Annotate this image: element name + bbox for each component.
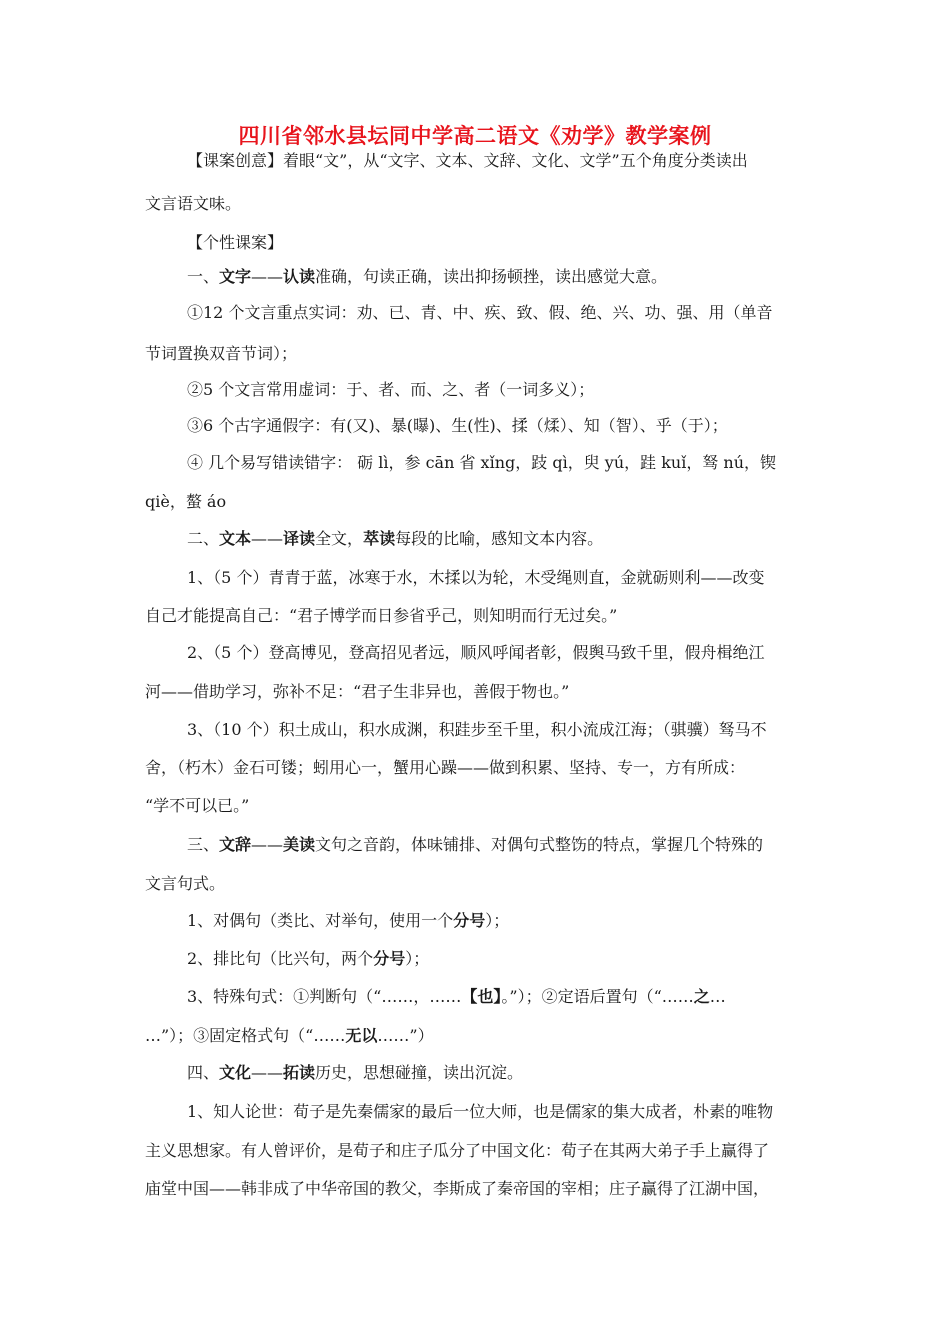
s3-para-1-end: ）； <box>485 911 510 930</box>
s3-para-1-keyword: 分号 <box>453 911 486 930</box>
s2-para-2-line-2: 河——借助学习，弥补不足：“君子生非异也，善假于物也。” <box>145 682 570 701</box>
creative-line-2: 文言语文味。 <box>145 194 242 213</box>
s4-para-1-line-1: 1、知人论世：荀子是先秦儒家的最后一位大师，也是儒家的集大成者，朴素的唯物 <box>187 1102 774 1121</box>
section-3-heading <box>187 834 763 856</box>
s3-para-3-keyword-3: 无以 <box>345 1026 378 1045</box>
s2-para-2-line-1: 2、（5 个）登高博见，登高招见者远，顺风呼闻者彰，假舆马致千里，假舟楫绝江 <box>187 643 765 662</box>
section-2-heading <box>187 528 603 550</box>
s3-para-2-keyword: 分号 <box>373 949 406 968</box>
s2-para-3-line-3: “学不可以已。” <box>145 796 250 815</box>
s3-para-3-text-2: 。”）；②定语后置句（“…… <box>501 987 694 1006</box>
section-3-text-line-2: 文言句式。 <box>145 874 226 893</box>
section-2-mid: 全文， <box>315 529 364 548</box>
s3-para-1-text: 1、对偶句（类比、对举句，使用一个 <box>187 911 454 930</box>
section-3-dash: —— <box>251 835 284 854</box>
s3-para-3-line-1 <box>187 986 726 1008</box>
s2-para-1-line-1: 1、（5 个）青青于蓝，冰寒于水，木揉以为轮，木受绳则直，金就砺则利——改变 <box>187 568 765 587</box>
section-2-method-2: 萃读 <box>363 529 396 548</box>
s3-para-3-end: ……”） <box>377 1026 434 1045</box>
section-4-heading <box>187 1062 523 1084</box>
document-title: 四川省邻水县坛同中学高二语文《劝学》教学案例 <box>238 124 712 148</box>
section-4-method: 拓读 <box>283 1063 316 1082</box>
s1-item-1-line-2: 节词置换双音节词）； <box>145 344 298 363</box>
s1-item-4-line-2: qiè，螯 áo <box>145 492 227 511</box>
s1-item-3: ③6 个古字通假字：有(又)、暴(曝)、生(性)、揉（煣）、知（智）、乎（于）； <box>187 416 728 435</box>
section-3-text: 文句之音韵，体味铺排、对偶句式整饬的特点，掌握几个特殊的 <box>315 835 764 854</box>
s1-item-4-line-1: ④ 几个易写错读错字： 砺 lì，参 cān 省 xǐng，跂 qì，臾 yú，跬 kuǐ，驽 nú，锲 <box>187 453 777 472</box>
section-1-heading <box>187 266 667 288</box>
section-2-dash: —— <box>251 529 284 548</box>
personal-heading: 【个性课案】 <box>187 233 284 252</box>
s2-para-3-line-1: 3、（10 个）积土成山，积水成渊，积跬步至千里，积小流成江海；（骐骥）驽马不 <box>187 720 767 739</box>
s2-para-1-line-2: 自己才能提高自己：“君子博学而日参省乎己，则知明而行无过矣。” <box>145 606 618 625</box>
s3-para-3-ellipsis: … <box>709 987 726 1006</box>
s3-para-3-keyword-2: 之 <box>693 987 710 1006</box>
section-1-prefix: 一、 <box>187 267 220 286</box>
s3-para-1 <box>187 910 509 932</box>
section-1-dash: —— <box>251 267 284 286</box>
s3-para-3-text: 3、特殊句式：①判断句（“……，…… <box>187 987 462 1006</box>
section-2-prefix: 二、 <box>187 529 220 548</box>
s3-para-2 <box>187 948 429 970</box>
section-2-method: 译读 <box>283 529 316 548</box>
section-3-keyword: 文辞 <box>219 835 252 854</box>
s1-item-2: ②5 个文言常用虚词：于、者、而、之、者（一词多义）； <box>187 380 595 399</box>
section-3-method: 美读 <box>283 835 316 854</box>
s4-para-1-line-2: 主义思想家。有人曾评价，是荀子和庄子瓜分了中国文化：荀子在其两大弟子手上赢得了 <box>145 1141 770 1160</box>
section-3-prefix: 三、 <box>187 835 220 854</box>
section-1-text: 准确，句读正确，读出抑扬顿挫，读出感觉大意。 <box>315 267 668 286</box>
section-1-method: 认读 <box>283 267 316 286</box>
section-1-keyword: 文字 <box>219 267 252 286</box>
s3-para-3-text-3: …”）；③固定格式句（“…… <box>145 1026 346 1045</box>
s4-para-1-line-3: 庙堂中国——韩非成了中华帝国的教父，李斯成了秦帝国的宰相；庄子赢得了江湖中国， <box>145 1179 770 1198</box>
section-4-keyword: 文化 <box>219 1063 252 1082</box>
creative-line-1: 【课案创意】着眼“文”，从“文字、文本、文辞、文化、文学”五个角度分类读出 <box>187 151 748 170</box>
s1-item-1-line-1: ①12 个文言重点实词：劝、已、青、中、疾、致、假、绝、兴、功、强、用（单音 <box>187 303 773 322</box>
s2-para-3-line-2: 舍，（朽木）金石可镂；蚓用心一，蟹用心躁——做到积累、坚持、专一，方有所成： <box>145 758 746 777</box>
section-4-text: 历史，思想碰撞，读出沉淀。 <box>315 1063 524 1082</box>
s3-para-2-end: ）； <box>405 949 430 968</box>
section-2-keyword: 文本 <box>219 529 252 548</box>
s3-para-3-keyword: 【也】 <box>461 987 502 1006</box>
section-4-prefix: 四、 <box>187 1063 220 1082</box>
section-4-dash: —— <box>251 1063 284 1082</box>
s3-para-3-line-2 <box>145 1025 434 1047</box>
s3-para-2-text: 2、排比句（比兴句，两个 <box>187 949 374 968</box>
section-2-text: 每段的比喻，感知文本内容。 <box>395 529 604 548</box>
